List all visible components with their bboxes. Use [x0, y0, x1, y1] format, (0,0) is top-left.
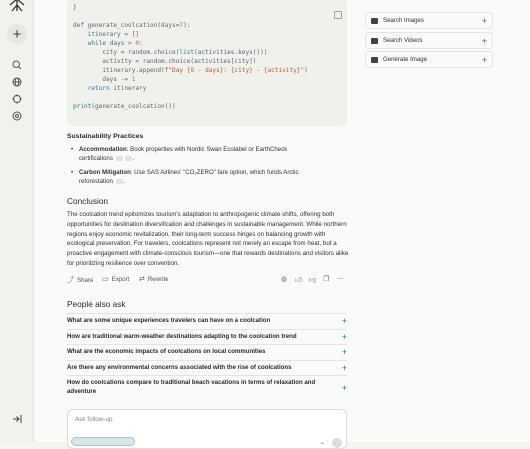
share-icon: ⤴	[67, 277, 74, 284]
code-line: }	[73, 4, 77, 11]
main-content	[34, 0, 530, 447]
copy-code-icon[interactable]	[334, 11, 342, 19]
conclusion-text: The coolcation trend epitomizes tourism's adaptation to anthropogenic climate shifts, offering both opportunities for destination diversification and challenges in sustainable management. While northern regions enjoy economic revitalization, their long-term success hinges on balancing growth with ecological preservation. For travelers, coolcations represent not merely an escape from heat, but a proactive engagement with climate-conscious tourism—one that rewards destinations and visitors alike for prioritizing resilience over convention.	[67, 211, 349, 267]
search-videos-label: Search Videos	[383, 37, 423, 44]
question-text: What are some unique experiences travelers can have on a coolcation	[67, 317, 271, 324]
new-thread-button[interactable]: +	[7, 24, 27, 44]
share-button[interactable]	[67, 275, 93, 285]
related-question[interactable]	[67, 375, 347, 399]
question-text: What are the economic impacts of coolcations on local communities	[67, 348, 266, 355]
search-images-label: Search Images	[383, 17, 424, 24]
logo-icon[interactable]	[8, 0, 26, 14]
search-videos-button[interactable]	[365, 32, 493, 49]
code-line: days -= 1	[73, 76, 136, 83]
export-button[interactable]	[102, 275, 129, 283]
spaces-icon[interactable]	[8, 90, 26, 108]
sources-icon[interactable]: ◍	[281, 276, 288, 283]
plus-icon: +	[481, 35, 487, 46]
bullet-title: Accommodation	[79, 146, 127, 153]
video-icon	[371, 38, 378, 44]
globe-icon[interactable]	[8, 73, 26, 91]
focus-selector[interactable]	[71, 437, 135, 446]
bullet-text: : Book properties with Nordic Swan Ecolabel or EarthCheck certifications	[79, 146, 288, 163]
expand-sidebar-icon[interactable]	[8, 410, 26, 428]
generate-image-button[interactable]	[365, 51, 493, 68]
code-line: itinerary = []	[73, 31, 140, 38]
citation-badge[interactable]	[125, 156, 132, 161]
citation-badge[interactable]	[116, 156, 123, 161]
related-question[interactable]	[67, 360, 347, 376]
share-label: Share	[77, 276, 94, 284]
submit-button[interactable]	[332, 438, 342, 448]
code-line: city = random.choice(list(activities.keys()))	[73, 49, 268, 56]
list-item: • Carbon Mitigation: Use SAS Airlines' "CO₂ZERO" fare option, which funds Arctic reforestation .	[79, 168, 319, 186]
plus-icon: +	[481, 15, 487, 26]
plus-icon: +	[481, 54, 487, 65]
sidebar	[0, 0, 34, 442]
search-images-button[interactable]	[365, 12, 493, 29]
follow-up-placeholder: Ask follow-up	[75, 416, 113, 423]
list-item: • Accommodation: Book properties with Nordic Swan Ecolabel or EarthCheck certifications .	[79, 145, 319, 163]
export-icon: ▭	[102, 276, 109, 283]
question-text: How do coolcations compare to traditional beach vacations in terms of relaxation and adventure	[67, 379, 316, 395]
plus-icon: +	[341, 316, 347, 326]
related-question[interactable]	[67, 329, 347, 345]
rewrite-icon: ⇄	[139, 276, 145, 283]
follow-up-input[interactable]	[67, 409, 347, 449]
plus-icon: +	[341, 347, 347, 357]
attach-icon[interactable]: ⌁	[320, 441, 324, 447]
code-block	[67, 0, 347, 126]
question-text: Are there any environmental concerns associated with the rise of coolcations	[67, 363, 292, 371]
thumbs-up-icon[interactable]: 👍︎	[295, 277, 303, 284]
bullet-text: : Use SAS Airlines' "CO₂ZERO" fare option, which funds Arctic reforestation	[79, 169, 299, 186]
question-text: How are traditional warm-weather destinations adapting to the coolcation trend	[67, 332, 297, 340]
code-line: print(generate_coolcation())	[73, 103, 176, 110]
code-line: itinerary.append(f"Day {8 - days}: {city} - {activity}")	[73, 67, 308, 74]
code-line: return itinerary	[87, 85, 147, 92]
plus-icon: +	[341, 362, 347, 373]
library-icon[interactable]	[8, 107, 26, 125]
plus-icon: +	[341, 382, 347, 393]
code-line: while days > 0:	[87, 40, 143, 47]
bullet-title: Carbon Mitigation	[79, 169, 131, 176]
export-label: Export	[111, 275, 130, 283]
copy-icon[interactable]: ❐	[323, 276, 330, 283]
plus-icon: +	[341, 331, 347, 342]
sparkle-image-icon	[371, 57, 378, 63]
people-also-ask-heading: People also ask	[67, 299, 126, 309]
conclusion-heading: Conclusion	[67, 196, 109, 206]
code-line: activity = random.choice(activities[city])	[73, 58, 257, 65]
image-icon	[371, 18, 378, 24]
rewrite-label: Rewrite	[147, 275, 169, 283]
search-icon[interactable]	[8, 56, 26, 74]
thumbs-down-icon[interactable]: 👎︎	[309, 277, 317, 284]
more-icon[interactable]: ⋯	[337, 276, 344, 283]
generate-image-label: Generate Image	[383, 56, 428, 63]
related-question[interactable]	[67, 344, 347, 360]
citation-badge[interactable]	[116, 179, 123, 184]
sustainability-heading: Sustainability Practices	[67, 133, 144, 140]
code-line: def generate_coolcation(days=7):	[73, 22, 191, 29]
related-question[interactable]	[67, 313, 347, 329]
answer-actions	[67, 273, 349, 285]
people-also-ask-list	[67, 313, 347, 399]
rewrite-button[interactable]	[139, 275, 169, 283]
